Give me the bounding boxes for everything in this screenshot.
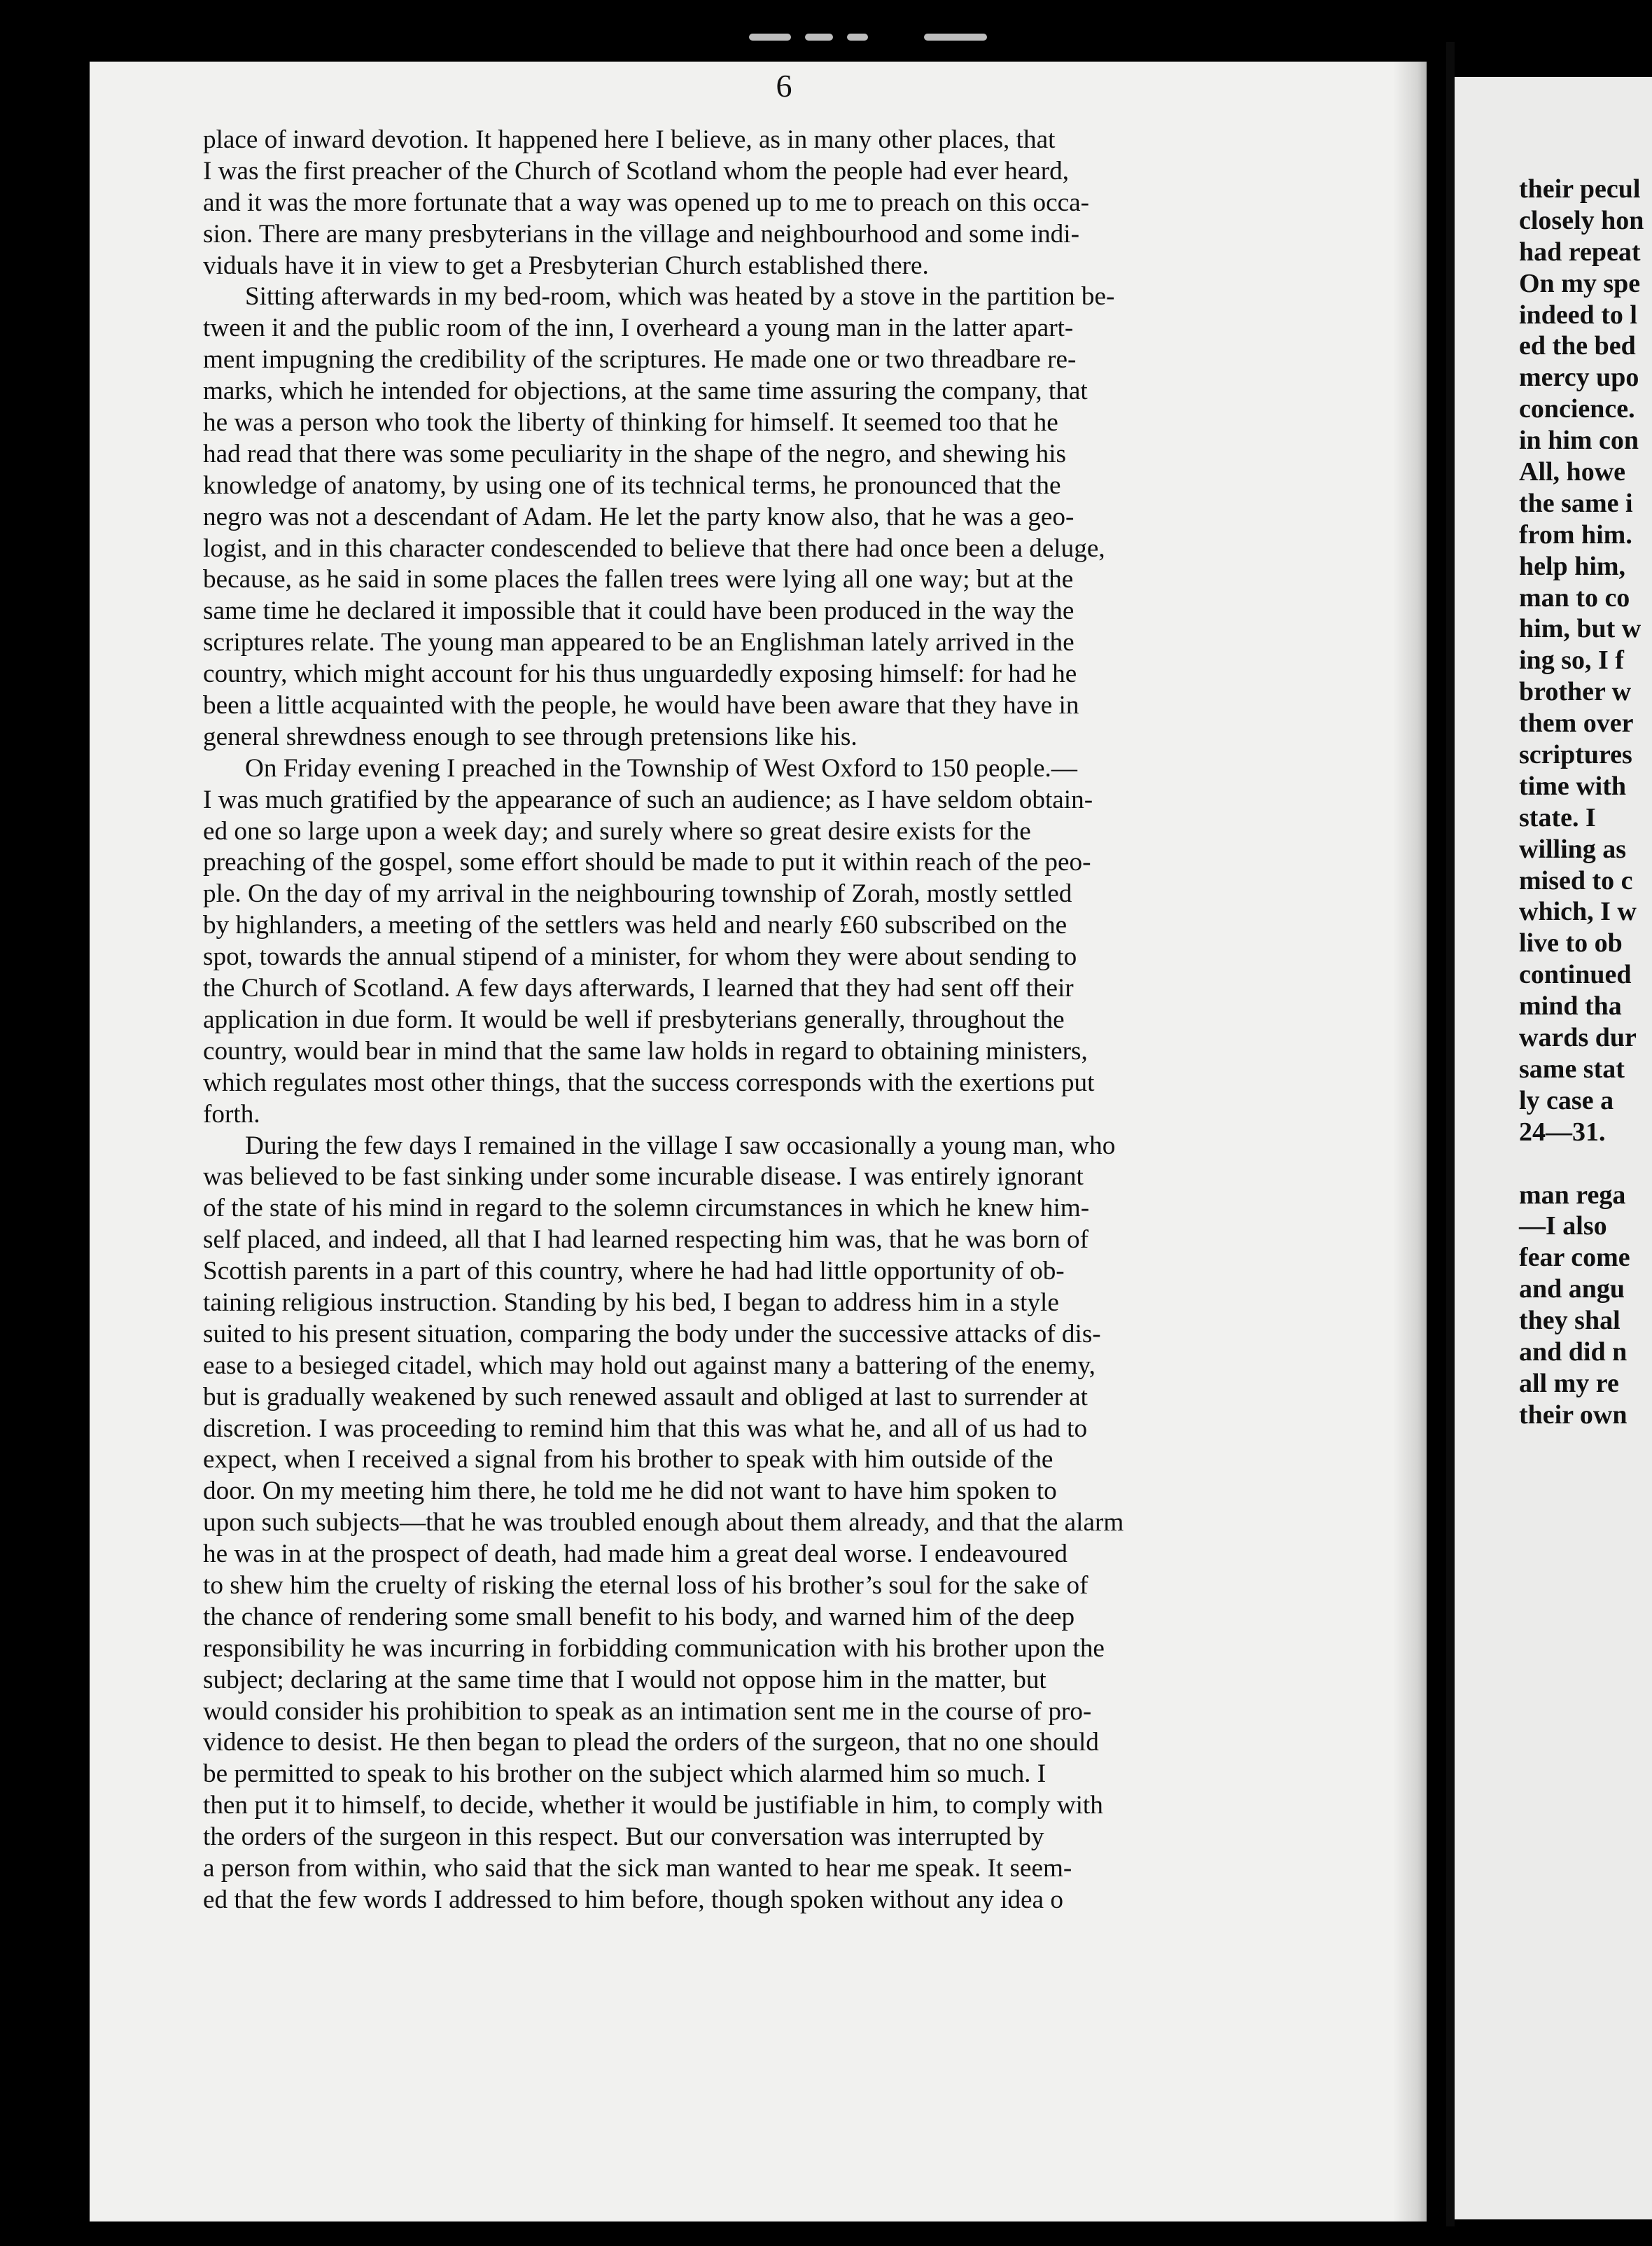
facing-page-line: and did n bbox=[1519, 1337, 1628, 1367]
text-line: tween it and the public room of the inn, I overheard a young man in the latter apart- bbox=[203, 314, 1074, 343]
facing-page-line: All, howe bbox=[1519, 457, 1625, 487]
text-line: ease to a besieged citadel, which may hold out against many a battering of the enemy, bbox=[203, 1351, 1096, 1380]
facing-page-line: closely hon bbox=[1519, 205, 1644, 235]
facing-page-line: mind tha bbox=[1519, 991, 1622, 1021]
facing-page-line: indeed to l bbox=[1519, 300, 1637, 330]
facing-page-line: fear come bbox=[1519, 1243, 1630, 1273]
facing-page-line: time with bbox=[1519, 771, 1627, 801]
text-line: place of inward devotion. It happened here I believe, as in many other places, that bbox=[203, 125, 1056, 154]
scan-edge-artifacts bbox=[91, 14, 1442, 63]
text-line: Scottish parents in a part of this country, where he had had little opportunity of ob- bbox=[203, 1257, 1065, 1286]
text-line: to shew him the cruelty of risking the eternal loss of his brother’s soul for the sake of bbox=[203, 1570, 1088, 1600]
facing-page-line: willing as bbox=[1519, 834, 1627, 864]
facing-page-line: and angu bbox=[1519, 1274, 1625, 1304]
text-line: would consider his prohibition to speak as an intimation sent me in the course of pro- bbox=[203, 1696, 1092, 1726]
text-line: sion. There are many presbyterians in the village and neighbourhood and some indi- bbox=[203, 219, 1079, 249]
text-line: spot, towards the annual stipend of a minister, for whom they were about sending to bbox=[203, 942, 1077, 972]
text-line: he was a person who took the liberty of thinking for himself. It seemed too that he bbox=[203, 408, 1058, 438]
text-line: ed one so large upon a week day; and surely where so great desire exists for the bbox=[203, 816, 1031, 846]
facing-page-line: live to ob bbox=[1519, 928, 1623, 958]
text-line: had read that there was some peculiarity in the shape of the negro, and shewing his bbox=[203, 439, 1066, 468]
text-line: country, would bear in mind that the same law holds in regard to obtaining ministers, bbox=[203, 1036, 1088, 1066]
text-line: door. On my meeting him there, he told me he did not want to have him spoken to bbox=[203, 1477, 1057, 1506]
body-text bbox=[203, 125, 1410, 1916]
facing-page-text bbox=[1519, 174, 1644, 1431]
facing-page-line: concience. bbox=[1519, 394, 1635, 424]
facing-page-line: man rega bbox=[1519, 1180, 1626, 1210]
text-line: forth. bbox=[203, 1099, 260, 1129]
facing-page-line: same stat bbox=[1519, 1054, 1625, 1084]
facing-page-line: mised to c bbox=[1519, 865, 1633, 895]
text-line: ed that the few words I addressed to him before, though spoken without any idea o bbox=[203, 1885, 1063, 1914]
text-line: discretion. I was proceeding to remind him that this was what he, and all of us had to bbox=[203, 1414, 1088, 1443]
text-line: Sitting afterwards in my bed-room, which was heated by a stove in the partition be- bbox=[245, 282, 1115, 312]
text-line: then put it to himself, to decide, whether it would be justifiable in him, to comply with bbox=[203, 1791, 1103, 1820]
facing-page-line: their own bbox=[1519, 1400, 1628, 1430]
facing-page-line: help him, bbox=[1519, 551, 1626, 581]
text-line: During the few days I remained in the village I saw occasionally a young man, who bbox=[245, 1131, 1116, 1160]
text-line: been a little acquainted with the people, he would have been aware that they have in bbox=[203, 691, 1079, 720]
facing-page-line: ing so, I f bbox=[1519, 646, 1624, 676]
facing-page-line: him, but w bbox=[1519, 614, 1642, 644]
facing-page-line: from him. bbox=[1519, 519, 1632, 550]
text-line: of the state of his mind in regard to the solemn circumstances in which he knew him- bbox=[203, 1194, 1090, 1223]
text-line: which regulates most other things, that the success corresponds with the exertions put bbox=[203, 1068, 1095, 1097]
facing-page-line: their pecul bbox=[1519, 174, 1641, 204]
text-line: but is gradually weakened by such renewed assault and obliged at last to surrender at bbox=[203, 1382, 1088, 1411]
text-line: and it was the more fortunate that a way was opened up to me to preach on this occa- bbox=[203, 188, 1090, 217]
text-line: negro was not a descendant of Adam. He let the party know also, that he was a geo- bbox=[203, 502, 1074, 531]
page-fold-shadow bbox=[1393, 62, 1448, 2221]
text-line: viduals have it in view to get a Presbyterian Church established there. bbox=[203, 251, 929, 280]
text-line: taining religious instruction. Standing by his bed, I began to address him in a style bbox=[203, 1288, 1059, 1317]
facing-page-line: which, I w bbox=[1519, 897, 1637, 927]
page-number: 6 bbox=[776, 68, 792, 104]
text-line: general shrewdness enough to see through pretensions like his. bbox=[203, 722, 858, 751]
facing-page-line: wards dur bbox=[1519, 1023, 1637, 1053]
facing-page-line: man to co bbox=[1519, 583, 1630, 613]
facing-page-line: scriptures bbox=[1519, 740, 1632, 770]
text-line: logist, and in this character condescended to believe that there had once been a deluge, bbox=[203, 533, 1105, 563]
text-line: ple. On the day of my arrival in the neighbouring township of Zorah, mostly settled bbox=[203, 879, 1072, 909]
text-line: upon such subjects—that he was troubled enough about them already, and that the alarm bbox=[203, 1508, 1124, 1537]
text-line: the chance of rendering some small benefit to his body, and warned him of the deep bbox=[203, 1602, 1075, 1631]
text-line: the Church of Scotland. A few days afterwards, I learned that they had sent off their bbox=[203, 974, 1074, 1003]
text-line: self placed, and indeed, all that I had learned respecting him was, that he was born of bbox=[203, 1225, 1088, 1255]
text-line: On Friday evening I preached in the Township of West Oxford to 150 people.— bbox=[245, 753, 1077, 783]
text-line: a person from within, who said that the sick man wanted to hear me speak. It seem- bbox=[203, 1853, 1072, 1883]
text-line: be permitted to speak to his brother on the subject which alarmed him so much. I bbox=[203, 1759, 1046, 1789]
facing-page-line: in him con bbox=[1519, 426, 1639, 456]
text-line: the orders of the surgeon in this respect. But our conversation was interrupted by bbox=[203, 1822, 1044, 1852]
facing-page-line: them over bbox=[1519, 709, 1634, 739]
facing-page bbox=[1455, 77, 1652, 2219]
facing-page-line: continued bbox=[1519, 960, 1632, 990]
text-line: because, as he said in some places the fallen trees were lying all one way; but at the bbox=[203, 565, 1074, 594]
facing-page-line: 24—31. bbox=[1519, 1117, 1606, 1147]
facing-page-line bbox=[1519, 1148, 1644, 1180]
facing-page-line: ly case a bbox=[1519, 1085, 1614, 1115]
text-line: suited to his present situation, comparing the body under the successive attacks of dis- bbox=[203, 1319, 1101, 1348]
text-line: he was in at the prospect of death, had made him a great deal worse. I endeavoured bbox=[203, 1540, 1068, 1569]
facing-page-line: brother w bbox=[1519, 677, 1632, 707]
facing-page-line: mercy upo bbox=[1519, 363, 1639, 393]
text-line: responsibility he was incurring in forbidding communication with his brother upon the bbox=[203, 1633, 1105, 1663]
facing-page-line: the same i bbox=[1519, 488, 1633, 518]
text-line: scriptures relate. The young man appeared to be an Englishman lately arrived in the bbox=[203, 628, 1074, 657]
book-gutter bbox=[1446, 42, 1455, 2226]
text-line: by highlanders, a meeting of the settlers was held and nearly £60 subscribed on the bbox=[203, 911, 1068, 940]
text-line: same time he declared it impossible that it could have been produced in the way the bbox=[203, 597, 1074, 626]
facing-page-line: state. I bbox=[1519, 802, 1596, 832]
text-line: expect, when I received a signal from his brother to speak with him outside of the bbox=[203, 1445, 1054, 1474]
text-line: application in due form. It would be well if presbyterians generally, throughout the bbox=[203, 1005, 1065, 1034]
text-line: knowledge of anatomy, by using one of its technical terms, he pronounced that the bbox=[203, 470, 1061, 500]
facing-page-line: On my spe bbox=[1519, 268, 1641, 298]
facing-page-line: they shal bbox=[1519, 1306, 1620, 1336]
text-line: marks, which he intended for objections, at the same time assuring the company, that bbox=[203, 377, 1088, 406]
text-line: was believed to be fast sinking under some incurable disease. I was entirely ignorant bbox=[203, 1162, 1084, 1192]
facing-page-line: —I also bbox=[1519, 1211, 1607, 1241]
text-line: ment impugning the credibility of the scriptures. He made one or two threadbare re- bbox=[203, 345, 1077, 375]
text-line: subject; declaring at the same time that I would not oppose him in the matter, but bbox=[203, 1665, 1046, 1694]
facing-page-line: ed the bed bbox=[1519, 331, 1636, 361]
text-line: country, which might account for his thus unguardedly exposing himself: for had he bbox=[203, 660, 1077, 689]
facing-page-line: all my re bbox=[1519, 1368, 1619, 1398]
text-line: I was much gratified by the appearance of such an audience; as I have seldom obtain- bbox=[203, 785, 1093, 814]
text-line: preaching of the gospel, some effort should be made to put it within reach of the peo- bbox=[203, 848, 1091, 877]
facing-page-line: had repeat bbox=[1519, 237, 1641, 267]
text-line: vidence to desist. He then began to plead the orders of the surgeon, that no one should bbox=[203, 1728, 1099, 1757]
text-line: I was the first preacher of the Church of Scotland whom the people had ever heard, bbox=[203, 156, 1070, 186]
